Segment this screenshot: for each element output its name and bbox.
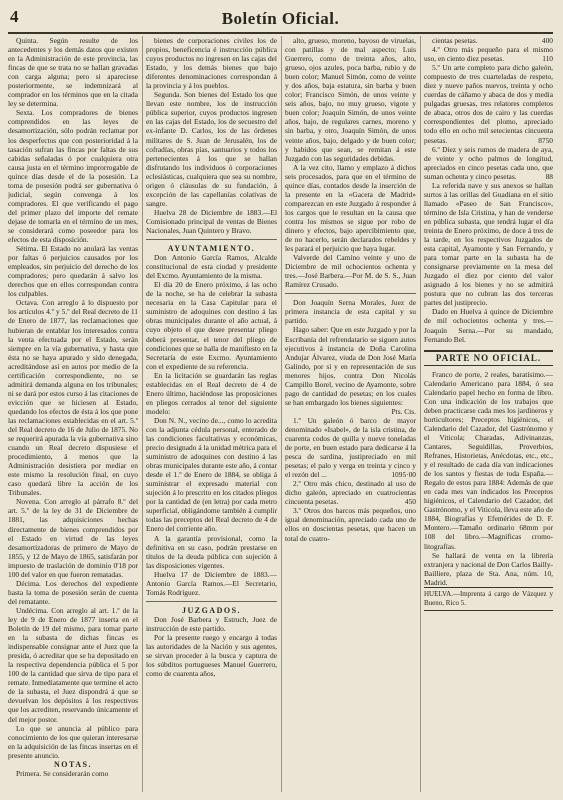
inventory-item: 3.º Otros dos barcos más pequeños, uno igual denominación, apreciado cada uno de ellos en doscientas pesetas, que hacen un total de cuatro- (285, 506, 416, 543)
paragraph: Don N. N., vecino de..., como lo acredita con la adjunta cédula personal, enterado de las condiciones facultativas y económicas, precio designado á la unidad métrica para el suministro de adoquines con destino á las obras municipales durante este año, á contar desde el 1.º de Enero de 1884, se obliga á suministrar el expresado material con sujeción á lo prescrito en los citados pliegos por la cantidad de (en letra) por cada metro superficial, obligándome también á cumplir todas las preceptos del Real decreto de 4 de Enero del corriente año. (146, 415, 277, 534)
column-2 (146, 36, 277, 792)
notes-heading: NOTAS. (54, 759, 92, 769)
item-amount: 88 (545, 171, 553, 181)
paragraph: A la vez cito, llamo y emplazo á dichos seis procesados, para que en el término de quince días, contados desde la inserción de la presente en la «Gaceta de Madrid» comparezcan en este Juzgado á responder á los cargos que le resultan en la causa que contra los mismos se sigue por robo de dinero y efectos, bajo apercibimiento que, de no hacerlo, serán declarados rebeldes y les parará el perjuicio que haya lugar. (285, 162, 416, 254)
inventory-item: 1.º Un galeón ó barco de mayor denominado «Isabel», de la isla cristina, de cuarenta codos de quilla y nueve toneladas de porte, en buen estado para dedicarse á la pesca de sardina, justipreciado en mil pesetas; el palo y verga en treinta y cinco y el rezón del ... 1095·00 (285, 415, 416, 480)
section-rule (146, 601, 277, 602)
inventory-item: cientas pesetas. 400 (432, 36, 553, 45)
columns (8, 36, 553, 792)
printer-imprint: HUELVA.—Imprenta á cargo de Vázquez y Bueno, Rico 5. (424, 587, 553, 611)
advertisement: Franco de porte, 2 reales, baratísimo.—Calendario Americano para 1884, ó sea Calendario papel hecho en forma de libro. Con una indicación de los trabajos que deben practicarse cada mes los jardineros y horticultores; Preceptos higiénicos, el Calendario del Cazador, del Gastrónomo y el Viticola; Charadas, Adivinanzas, Cantares, Seguidillas, Proverbios, Refranes, Historietas, Anécdotas, etc., etc., y el resultado de cada día van indicaciones de los santos y fiestas de toda España.—Regalo de estos para 1884: Además de que en cada mes van indicados los Preceptos higiénicos, el Calendario del Cazador, del Gastrónomo, y el Viticola, lleva este año de 1884, Biografías y Efemérides de D. F. Montero.—Tamaño ordinario 68mm por 108 del libro.—Magníficas cromo-litografías. (424, 369, 553, 551)
paragraph: La referida nave y sus anexos se hallan surtos á las orillas del Guadiana en el sitio llamado «Paseo de San Francisco», término de Isla Cristina, y han de venderse en pública subasta, que tendrá lugar el día treinta de Enero próximo, de doce á tres de la tarde, en los respectivos Juzgados de esta capital, Ayamonte y San Fernando, y para tomar parte en la subasta ha de consignarse previamente en la mesa del Juzgado el diez por ciento del valor asignado á los bienes y no se admitirá postura que no cubran las dos terceras partes del justiprecio. (424, 180, 553, 308)
inventory-item: 6.º Diez y seis rumos de madera de aya, de veinte y ocho palmos de longitud, apreciados en cinco pesetas cada uno, que suman ochenta y cinco pesetas. 88 (424, 144, 553, 181)
publication-title: Boletín Oficial. (221, 9, 340, 28)
column-3 (285, 36, 416, 792)
paragraph: Quinta. Según resulte de los antecedentes y los demás datos que existen en la Administración de este provincia, las fincas de que se trata no se hallan gravadas con carga alguna; pero si apareciese posteriormente, se indemnizará al comprador en los términos que en la citada ley se determina. (8, 36, 138, 109)
column-divider (142, 36, 143, 792)
paragraph: Por la presente ruego y encargo á todas las autoridades de la Nación y sus agentes, se sirvan proceder á la busca y captura de los súbditos portugueses Manuel Guerrero, como de cuarenta años, (146, 633, 277, 679)
column-1 (8, 36, 138, 792)
section-heading-ayuntamiento: AYUNTAMIENTO. (167, 244, 256, 254)
paragraph: bienes de corporaciones civiles los de propios, beneficencia é instrucción pública cuyos productos no ingresen en las cajas del Estado, y los demás bienes que bajo diferentes denominaciones correspondan á la provincia y á los pueblos. (146, 36, 277, 91)
inventory-item: 5.º Un arte completo para dicho galeón, compuesto de tres cuarteladas de respeto, diez y nueve paños nuevos, treinta y ocho cuerdas de cáñamo y abaca de dos y media pulgadas gruesas, tres relatores completos de abaca, otros dos de cairo y las cuerdas correspondientes del plomo, apreciado todo ello en ocho mil setecientas cincuenta pesetas. 8750 (424, 63, 553, 145)
item-amount: 110 (542, 54, 553, 64)
section-heading-parte-no-oficial: PARTE NO OFICIAL. (424, 350, 553, 366)
paragraph: Undécima. Con arreglo al art. 1.º de la ley de 9 de Enero de 1877 inserta en el Boletín de 19 del mismo, para tomar parte en la subasta de dichas fincas es indispensable consignar ante el Juez que la presida, ó acreditar que se ha depositado en la respectiva dependencia pública el 5 por 100 de la cantidad que sirva de tipo para el remate. Inmediatamente que termine el acto de la subasta, el Juez dispondrá á que se devuelvan los depósitos á los respectivos que los acrediten, reservando únicamente el del mejor postor. (8, 605, 138, 724)
paragraph: Don Joaquín Serna Morales, Juez de primera instancia de esta capital y su partido. (285, 298, 416, 326)
item-amount: 400 (541, 36, 553, 45)
paragraph: Octava. Con arreglo á lo dispuesto por los artículos 4.º y 5.º del Real decreto de 11 de Enero de 1877, las reclamaciones que hubieran de entablar los interesados contra la venta efectuada por el Estado, serán siempre en la vía gubernativa, y hasta que ésta no se haya apurado y sido denegada, acreditándose así en autos por medio de la certificación correspondiente, no se admitirá demanda alguna en los tribunales; ni se dará por estos curso á las citaciones de evicción que se hiciesen al Estado, quedando los efectos de ésta á los que pone las reclamaciones establecidas en el art. 5.º del Real decreto de 16 de Julio de 1875. No se requerirá apurada la vía gubernativa sino cuando un Real decreto dispusiese el procedimiento, á menos que la Administración desistiera por mediar en este mismo la resolución final, en cuyo caso quedará libre la acción de los Tribunales. (8, 298, 138, 498)
inventory-item: 4.º Otro más pequeño para el mismo uso, en ciento diez pesetas. 110 (424, 45, 553, 64)
paragraph: A la garantía provisional, como la definitiva en su caso, podrán prestarse en títulos de la deuda pública con sujeción á las disposiciones vigentes. (146, 533, 277, 570)
paragraph: Don José Barbera y Estruch, Juez de instrucción de este partido. (146, 614, 277, 633)
inventory-item: 2.º Otro más chico, destinado al uso de dicho galeón, apreciado en cuatrocientas cincuenta pesetas. 450 (285, 479, 416, 507)
paragraph: Segunda. Son bienes del Estado los que llevan este nombre, los de instrucción pública superior, cuyos productos ingresen en las cajas del Estado, los de secuestro del ex-infante D. Carlos, los de las órdenes militares de S. Juan de Jerusalén, los de cofradías, obras pías, santuarios y todos los pertenecientes á los que se hallan disfrutando los individuos ó corporaciones eclesiásticas, cualquiera que sea su nombre, origen ó cláusulas de su fundación, á excepción de las capellanías colativas de sangre. (146, 90, 277, 208)
paragraph: Sexta. Los compradores de bienes comprendidos en las leyes de desamortización, sólo podrán reclamar por los desperfectos que con posterioridad á la tasación sufran las fincas por faltas de sus cabidas señaladas ó por cualquiera otra causa justa en el término improrrogable de quince días desde el de la posesión. La toma de posesión podrá ser gubernativa ó judicial, según convenga á los compradores. El que verificando el pago del primer plazo del importe del remate dejase de tomarla en el término de un mes, se considerará como poseedor para los efectos de esta disposición. (8, 108, 138, 245)
column-divider (281, 36, 282, 792)
page-number: 4 (10, 7, 19, 26)
paragraph: Hago saber: Que en este Juzgado y por la Escribanía del refrendatario se siguen autos ejecutivos á instancia de Doña Carolina Andujar Álvarez, viuda de Don José María Galindo, por sí y en representación de sus menores hijos, contra Don Nicolás Campillo Borel, vecino de Ayamonte, sobre pago de cantidad de pesetas; en los cuales se han embargado los bienes siguientes: (285, 325, 416, 407)
paragraph: Lo que se anuncia al público para conocimiento de los que quieran interesarse en la adquisición de las fincas insertas en el presente anuncio. (8, 723, 138, 760)
paragraph: Sétima. El Estado no anulará las ventas por faltas ó perjuicios causados por los empleados, sin perjuicio del derecho de los compradores; pero quedarán á salvo los derechos que en ellos correspondan contra los culpables. (8, 244, 138, 299)
paragraph: Primera. Se considerarán como (16, 768, 109, 778)
paragraph: Décima. Los derechos del expediente hasta la toma de posesión serán de cuenta del rematante. (8, 578, 138, 606)
section-rule (146, 239, 277, 240)
paragraph: alto, grueso, moreno, bayoso de viruelas, con patillas y de mal aspecto; Luis Guerrero, como de treinta años, alto, grueso, ojos azules, poca barba, rubio y de buen color; Manuel Simón, como de veinte y dos años, baja estatura, sin barba y buen color; Francisco Simón, de unos veinte y seis años, bajo, no muy grueso, vigote y buen color; Joaquín Simón, de unos veinte años, bajo, de regulares carnes, moreno y sin barba, y otro, Joaquín Simón, de unos veinte años, bajo, delgado y de buen color; y habidos que sean, se remitan á este Juzgado con las seguridades debidas. (285, 36, 416, 163)
signature-line: Huelva 28 de Diciembre de 1883.—El Comisionado principal de ventas de Bienes Nacionales, Juan Quintero y Bravo. (146, 207, 277, 235)
masthead (8, 6, 553, 34)
paragraph: Novena. Con arreglo al párrafo 8.º del art. 5.º de la ley de 31 de Diciembre de 1881, las adquisiciones hechas directamente de bienes comprendidos por el Estado en virtud de las leyes desamortizadoras de primero de Mayo de 1855, y 12 de Mayo de 1865, satisfarán por impuesto de traslación de dominio 0'18 por 100 del valor en que fueron rematadas. (8, 497, 138, 579)
paragraph: El día 20 de Enero próximo, á las ocho de la noche, se ha de celebrar la subasta necesaria en la Casa Capitular para el suministro de adoquines con destino á las obras municipales durante el año actual, á cuyo objeto el que desee presentar pliego deberá presentar, el tenor del pliego de condiciones que se halla de manifiesto en la Secretaría de este Excmo. Ayuntamiento con el expediente de su referencia. (146, 280, 277, 371)
section-heading-juzgados: JUZGADOS. (181, 605, 242, 615)
section-rule (285, 293, 416, 294)
item-amount: 8750 (538, 135, 553, 145)
paragraph: En la licitación se guardarán las reglas establecidas en el Real decreto de 4 de Enero último, haciéndose las proposiciones en pliegos cerrados al tenor del siguiente modelo: (146, 370, 277, 416)
item-amount: 1095·00 (391, 470, 416, 480)
item-amount: 450 (404, 497, 416, 507)
column-divider (420, 36, 421, 792)
currency-label: Pts. Cts. (391, 406, 416, 416)
column-4 (424, 36, 553, 792)
advertisement: Se hallará de venta en la librería extranjera y nacional de Don Carlos Bailly-Bailliere, plaza de Sta. Ana, núm. 10, Madrid. (424, 550, 553, 587)
paragraph: Don Antonio García Ramos, Alcalde constitucional de esta ciudad y presidente del Excmo. Ayuntamiento de la misma. (146, 253, 277, 281)
signature-line: Dado en Huelva á quince de Diciembre de mil ochocientos ochenta y tres.—Joaquín Serna.—Por su mandado, Fernando Bel. (424, 307, 553, 344)
signature-line: Valverde del Camino veinte y uno de Diciembre de mil ochocientos ochenta y tres.—José Barbera.—Por M. de S. S., Juan Ramírez Crusado. (285, 253, 416, 290)
signature-line: Huelva 17 de Diciembre de 1883.—Antonio García Ramos.—El Secretario, Tomás Rodríguez. (146, 569, 277, 597)
